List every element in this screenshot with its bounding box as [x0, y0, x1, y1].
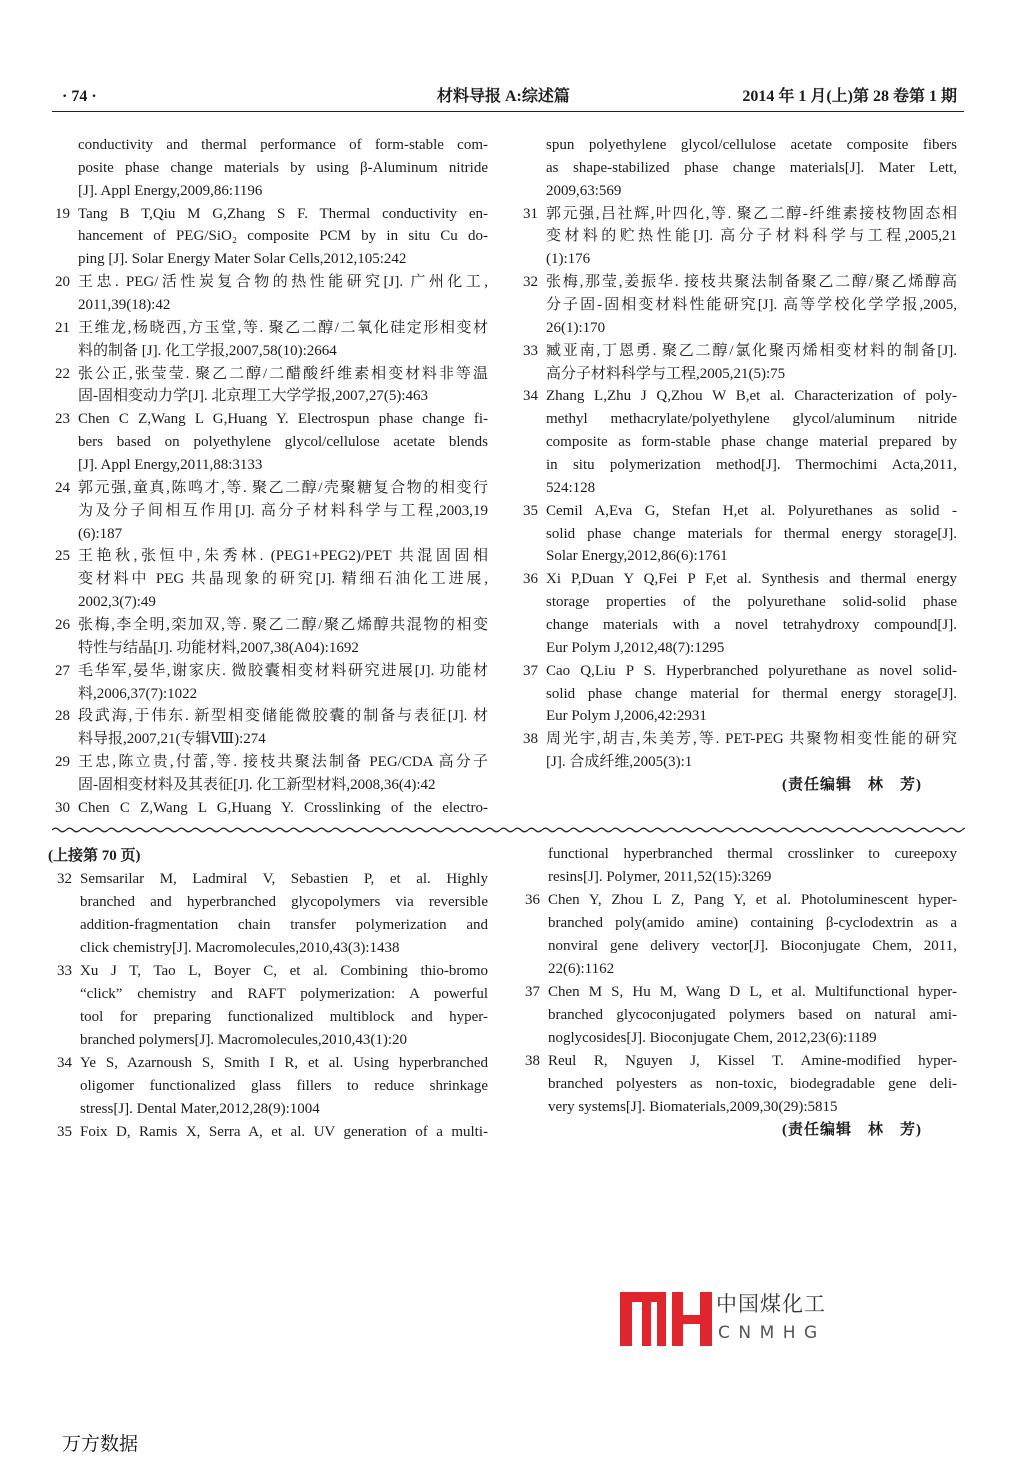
- reference-34: [54, 1052, 488, 1121]
- reference-line: bers based on polyethylene glycol/cellulose acetate blends: [78, 434, 488, 451]
- reference-number: 36: [523, 571, 538, 588]
- reference-20: [52, 271, 488, 317]
- reference-line: 周光宇,胡吉,朱美芳,等. PET-PEG 共聚物相变性能的研究: [546, 731, 957, 748]
- reference-line: [J]. Appl Energy,2011,88:3133: [78, 457, 263, 474]
- reference-21: [52, 317, 488, 363]
- reference-line: 臧亚南,丁恩勇. 聚乙二醇/氯化聚丙烯相变材料的制备[J].: [546, 342, 957, 359]
- reference-number: 33: [523, 342, 538, 359]
- reference-22: [52, 363, 488, 409]
- reference-number: 30: [55, 799, 70, 816]
- reference-line: in situ polymerization method[J]. Thermochimi Acta,2011,: [546, 457, 957, 474]
- reference-continued: [52, 134, 488, 203]
- reference-line: functional hyperbranched thermal crosslinker to cureepoxy: [548, 846, 957, 862]
- continued-from-note: (上接第 70 页): [48, 848, 141, 864]
- reference-number: 37: [525, 984, 540, 1000]
- reference-continued: [520, 134, 957, 203]
- reference-line: 分子固-固相变材料性能研究[J]. 高等学校化学学报,2005,: [546, 297, 957, 314]
- reference-37: [520, 660, 957, 729]
- reference-line: 524:128: [546, 479, 596, 496]
- reference-line: Semsarilar M, Ladmiral V, Sebastien P, et al. Highly: [80, 871, 488, 887]
- reference-line: composite as form-stable phase change material prepared by: [546, 434, 957, 451]
- reference-line: [J]. Appl Energy,2009,86:1196: [78, 182, 263, 199]
- reference-35: [520, 500, 957, 569]
- issue-info: 2014 年 1 月(上)第 28 卷第 1 期: [742, 88, 957, 105]
- reference-line: 王艳秋,张恒中,朱秀林. (PEG1+PEG2)/PET 共混固固相: [78, 548, 488, 565]
- reference-27: [52, 660, 488, 706]
- reference-line: spun polyethylene glycol/cellulose acetate composite fibers: [546, 137, 957, 153]
- reference-line: 料,2006,37(7):1022: [78, 685, 198, 702]
- reference-line: 料导报,2007,21(专辑Ⅷ):274: [78, 731, 266, 748]
- reference-line: resins[J]. Polymer, 2011,52(15):3269: [548, 869, 772, 885]
- reference-line: 变材料中 PEG 共晶现象的研究[J]. 精细石油化工进展,: [78, 571, 488, 588]
- reference-number: 19: [55, 205, 70, 222]
- reference-35: [54, 1121, 488, 1144]
- reference-32: [54, 868, 488, 960]
- reference-number: 29: [55, 754, 70, 771]
- lower-left-column: [48, 845, 488, 1144]
- reference-line: stress[J]. Dental Mater,2012,28(9):1004: [80, 1101, 320, 1117]
- reference-line: 郭元强,吕社辉,叶四化,等. 聚乙二醇-纤维素接枝物固态相: [546, 205, 957, 222]
- reference-number: 34: [57, 1055, 72, 1071]
- reference-line: 王忠. PEG/活性炭复合物的热性能研究[J]. 广州化工,: [78, 274, 488, 291]
- reference-line: as shape-stabilized phase change materials[J]. Mater Lett,: [546, 159, 957, 176]
- reference-line: click chemistry[J]. Macromolecules,2010,43(3):1438: [80, 940, 400, 956]
- reference-line: methyl methacrylate/polyethylene glycol/aluminum nitride: [546, 411, 957, 428]
- reference-line: conductivity and thermal performance of form-stable com-: [78, 137, 488, 153]
- reference-line: Cao Q,Liu P S. Hyperbranched polyurethane as novel solid-: [546, 662, 957, 679]
- reference-line: noglycosides[J]. Bioconjugate Chem, 2012,23(6):1189: [548, 1030, 877, 1046]
- header-rule: [52, 111, 964, 112]
- reference-line: hancement of PEG/SiO₂ composite PCM by in situ Cu do-: [78, 228, 488, 245]
- reference-line: Eur Polym J,2006,42:2931: [546, 708, 707, 725]
- reference-number: 26: [55, 617, 70, 634]
- reference-number: 23: [55, 411, 70, 428]
- reference-number: 32: [57, 871, 72, 887]
- reference-line: branched polymers[J]. Macromolecules,2010,43(1):20: [80, 1032, 407, 1048]
- reference-line: 段武海,于伟东. 新型相变储能微胶囊的制备与表征[J]. 材: [78, 708, 488, 725]
- reference-33: [54, 960, 488, 1052]
- logo-name-chinese: 中国煤化工: [716, 1292, 826, 1316]
- reference-line: 毛华军,晏华,谢家庆. 微胶囊相变材料研究进展[J]. 功能材: [78, 662, 488, 679]
- reference-25: [52, 545, 488, 614]
- reference-line: storage properties of the polyurethane solid-solid phase: [546, 594, 957, 611]
- reference-number: 27: [55, 662, 70, 679]
- reference-23: [52, 408, 488, 477]
- reference-number: 36: [525, 892, 540, 908]
- reference-line: branched and hyperbranched glycopolymers via reversible: [80, 894, 488, 910]
- reference-31: [520, 203, 957, 272]
- reference-line: solid phase change material for thermal energy storage[J].: [546, 685, 957, 702]
- reference-36: [522, 889, 957, 981]
- reference-line: very systems[J]. Biomaterials,2009,30(29):5815: [548, 1099, 838, 1115]
- reference-19: [52, 203, 488, 272]
- reference-number: 38: [525, 1053, 540, 1069]
- upper-left-column: [52, 134, 488, 820]
- reference-number: 21: [55, 319, 70, 336]
- reference-line: branched poly(amido amine) containing β-cyclodextrin as a: [548, 915, 957, 931]
- reference-number: 28: [55, 708, 70, 725]
- reference-number: 20: [55, 274, 70, 291]
- reference-38: [520, 728, 957, 774]
- reference-line: Xu J T, Tao L, Boyer C, et al. Combining thio-bromo: [80, 963, 488, 979]
- lower-right-column: [522, 843, 957, 1142]
- reference-line: 料的制备 [J]. 化工学报,2007,58(10):2664: [78, 342, 337, 359]
- reference-line: Eur Polym J,2012,48(7):1295: [546, 639, 725, 656]
- reference-number: 32: [523, 274, 538, 291]
- reference-line: solid phase change materials for thermal energy storage[J].: [546, 525, 957, 542]
- database-watermark: 万方数据: [62, 1433, 139, 1455]
- reference-line: 王忠,陈立贵,付蕾,等. 接枝共聚法制备 PEG/CDA 高分子: [78, 754, 488, 771]
- reference-continued: [522, 843, 957, 889]
- reference-line: change materials with a novel tetrahydroxy compound[J].: [546, 617, 957, 634]
- reference-line: branched polyesters as non-toxic, biodegradable gene deli-: [548, 1076, 957, 1092]
- cnmhg-logo-mark: [620, 1291, 712, 1347]
- reference-line: Zhang L,Zhu J Q,Zhou W B,et al. Characterization of poly-: [546, 388, 957, 405]
- upper-right-column: [520, 134, 957, 797]
- reference-number: 22: [55, 365, 70, 382]
- reference-32: [520, 271, 957, 340]
- responsible-editor: (责任编辑 林 芳): [782, 777, 922, 794]
- reference-line: Chen M S, Hu M, Wang D L, et al. Multifunctional hyper-: [548, 984, 957, 1000]
- reference-line: branched glycoconjugated polymers based on natural ami-: [548, 1007, 957, 1023]
- reference-line: nonviral gene delivery vector[J]. Bioconjugate Chem, 2011,: [548, 938, 957, 954]
- reference-line: 22(6):1162: [548, 961, 615, 977]
- reference-number: 37: [523, 662, 538, 679]
- reference-30: [52, 797, 488, 820]
- reference-line: (1):176: [546, 251, 591, 268]
- reference-line: 张梅,李全明,栾加双,等. 聚乙二醇/聚乙烯醇共混物的相变: [78, 617, 488, 634]
- reference-line: Tang B T,Qiu M G,Zhang S F. Thermal conductivity en-: [78, 205, 488, 222]
- reference-line: Xi P,Duan Y Q,Fei P F,et al. Synthesis and thermal energy: [546, 571, 957, 588]
- reference-line: posite phase change materials by using β-Aluminum nitride: [78, 159, 488, 176]
- reference-line: Chen Y, Zhou L Z, Pang Y, et al. Photoluminescent hyper-: [548, 892, 957, 908]
- reference-37: [522, 981, 957, 1050]
- reference-36: [520, 568, 957, 659]
- reference-line: Ye S, Azarnoush S, Smith I R, et al. Using hyperbranched: [80, 1055, 488, 1071]
- reference-line: Chen C Z,Wang L G,Huang Y. Crosslinking of the electro-: [78, 799, 488, 816]
- reference-line: 郭元强,童真,陈鸣才,等. 聚乙二醇/壳聚糖复合物的相变行: [78, 479, 488, 496]
- reference-number: 38: [523, 731, 538, 748]
- logo-name-english: CNMHG: [718, 1323, 826, 1343]
- reference-38: [522, 1050, 957, 1119]
- reference-line: 固-固相变材料及其表征[J]. 化工新型材料,2008,36(4):42: [78, 777, 436, 794]
- reference-number: 35: [57, 1124, 72, 1140]
- reference-24: [52, 477, 488, 546]
- reference-number: 33: [57, 963, 72, 979]
- wavy-divider: [52, 825, 965, 835]
- reference-line: tool for preparing functionalized multiblock and hyper-: [80, 1009, 488, 1025]
- reference-number: 35: [523, 502, 538, 519]
- reference-line: 固-固相变动力学[J]. 北京理工大学学报,2007,27(5):463: [78, 388, 428, 405]
- reference-26: [52, 614, 488, 660]
- reference-number: 34: [523, 388, 538, 405]
- reference-line: Foix D, Ramis X, Serra A, et al. UV generation of a multi-: [80, 1124, 488, 1140]
- page-number: · 74 ·: [62, 88, 97, 105]
- reference-line: addition-fragmentation chain transfer polymerization and: [80, 917, 488, 933]
- reference-line: 为及分子间相互作用[J]. 高分子材料科学与工程,2003,19: [78, 502, 488, 519]
- reference-line: 张公正,张莹莹. 聚乙二醇/二醋酸纤维素相变材料非等温: [78, 365, 488, 382]
- reference-line: Reul R, Nguyen J, Kissel T. Amine-modified hyper-: [548, 1053, 957, 1069]
- reference-line: (6):187: [78, 525, 123, 542]
- reference-line: 2002,3(7):49: [78, 594, 156, 611]
- reference-number: 25: [55, 548, 70, 565]
- reference-line: [J]. 合成纤维,2005(3):1: [546, 754, 693, 771]
- reference-line: 特性与结晶[J]. 功能材料,2007,38(A04):1692: [78, 639, 359, 656]
- reference-line: Solar Energy,2012,86(6):1761: [546, 548, 728, 565]
- reference-line: 变材料的贮热性能[J]. 高分子材料科学与工程,2005,21: [546, 228, 957, 245]
- reference-line: 2011,39(18):42: [78, 297, 171, 314]
- reference-line: ping [J]. Solar Energy Mater Solar Cells,2012,105:242: [78, 251, 407, 268]
- journal-section-title: 材料导报 A:综述篇: [437, 88, 570, 105]
- reference-number: 24: [55, 479, 70, 496]
- reference-number: 31: [523, 205, 538, 222]
- reference-line: 张梅,那莹,姜振华. 接枝共聚法制备聚乙二醇/聚乙烯醇高: [546, 274, 957, 291]
- reference-33: [520, 340, 957, 386]
- reference-line: 王维龙,杨晓西,方玉堂,等. 聚乙二醇/二氧化硅定形相变材: [78, 319, 488, 336]
- reference-line: 2009,63:569: [546, 182, 622, 199]
- reference-line: 高分子材料科学与工程,2005,21(5):75: [546, 365, 786, 382]
- responsible-editor: (责任编辑 林 芳): [782, 1122, 922, 1138]
- reference-line: Cemil A,Eva G, Stefan H,et al. Polyurethanes as solid -: [546, 502, 957, 519]
- reference-29: [52, 751, 488, 797]
- reference-line: 26(1):170: [546, 319, 606, 336]
- reference-line: “click” chemistry and RAFT polymerization: A powerful: [80, 986, 488, 1002]
- reference-line: oligomer functionalized glass fillers to reduce shrinkage: [80, 1078, 488, 1094]
- reference-line: Chen C Z,Wang L G,Huang Y. Electrospun phase change fi-: [78, 411, 488, 428]
- reference-28: [52, 705, 488, 751]
- reference-34: [520, 385, 957, 499]
